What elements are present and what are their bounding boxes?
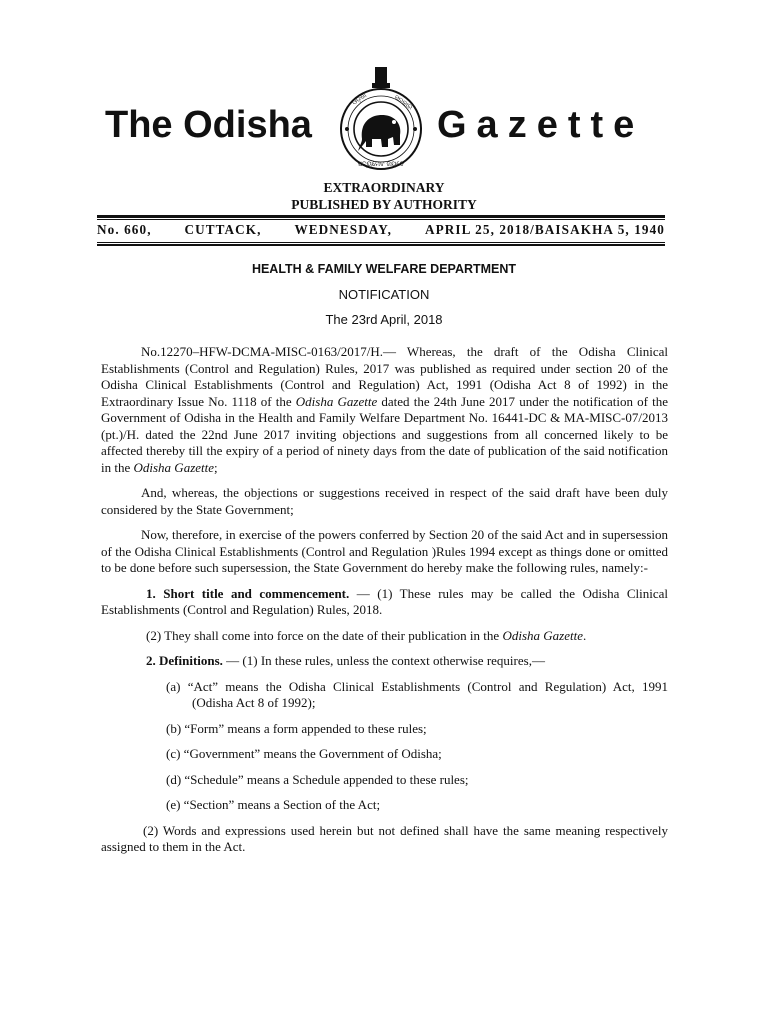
rule-1-2: (2) They shall come into force on the date of their publication in the Odisha Gazette. [146,627,587,643]
department-heading: HEALTH & FAMILY WELFARE DEPARTMENT [251,262,517,276]
definition-clause: (b) “Form” means a form appended to these rules; [166,720,427,736]
header-rule-top-thin [97,219,665,220]
emblem-text-left: ଓଡ଼ିଶା [350,91,368,107]
issue-day: WEDNESDAY, [294,222,393,237]
gazette-title-right: Gazette [437,104,645,146]
odisha-state-emblem-icon [332,65,430,177]
extraordinary-label: EXTRAORDINARY [323,180,445,195]
issue-line [97,222,665,238]
emblem-text-right: ସରକାର [392,93,415,112]
definition-clause: (c) “Government” means the Government of Odisha; [166,746,442,761]
rule-1-heading: 1. Short title and commencement. [146,585,350,601]
gazette-title-left: The Odisha [105,104,312,146]
notification-heading: NOTIFICATION [338,287,430,302]
rule-2-heading: 2. Definitions. [146,653,223,668]
definition-clause: (d) “Schedule” means a Schedule appended to these rules; [166,771,469,787]
rule-2-2: (2) Words and expressions used herein but not defined shall have the same meaning respectively assigned to them in the Act. [101,822,668,854]
emblem-text-bottom: ସତ୍ୟମେବ ଜୟତେ [357,160,405,168]
definition-clause: (a) “Act” means the Odisha Clinical Establishments (Control and Regulation) Act, 1991 (Odisha Act 8 of 1992); [166,678,668,710]
paragraph-whereas: And, whereas, the objections or suggestions received in respect of the said draft have been duly considered by the State Government; [101,485,668,517]
issue-date: APRIL 25, 2018/BAISAKHA 5, 1940 [424,222,665,237]
header-rule-top [97,215,665,218]
header-rule-bottom [97,244,665,246]
rule-2: 2. Definitions. — (1) In these rules, unless the context otherwise requires,— [146,653,545,668]
issue-place: CUTTACK, [184,222,262,237]
published-by-label: PUBLISHED BY AUTHORITY [291,197,477,212]
paragraph-preamble: No.12270–HFW-DCMA-MISC-0163/2017/H.— Whereas, the draft of the Odisha Clinical Establishments (Control and Regulation) Rules, 2017 was published as required under section 20 of the Odisha Clinical Establishments (Control and Regulation) Act, 1991 (Odisha Act 8 of 1992) in the Extraordinary Issue No. 1118 of the Odisha Gazette dated the 24th June 2017 under the notification of the Government of Odisha in the Health and Family Welfare Department No. 16441-DC & MA-MISC-07/2013 (pt.)/H. dated the 22nd June 2017 inviting objections and suggestions from all concerned likely to be affected thereby till the expiry of a period of ninety days from the date of publication of the said notification in the Odisha Gazette; [101,344,668,475]
paragraph-now-therefore: Now, therefore, in exercise of the powers conferred by Section 20 of the said Act and in supersession of the Odisha Clinical Establishments (Control and Regulation )Rules 1994 except as things done or omitted to be done before such supersession, the State Government do hereby make the following rules, namely:- [101,527,668,575]
header-rule-bottom-thin [97,242,665,243]
masthead [100,60,670,180]
notification-date: The 23rd April, 2018 [325,312,443,327]
rule-1: 1. Short title and commencement. — (1) These rules may be called the Odisha Clinical Establishments (Control and Regulation) Rules, 2018. [101,585,668,617]
issue-number: No. 660, [97,222,152,237]
definition-clause: (e) “Section” means a Section of the Act; [166,797,381,812]
notification-body [101,344,668,865]
